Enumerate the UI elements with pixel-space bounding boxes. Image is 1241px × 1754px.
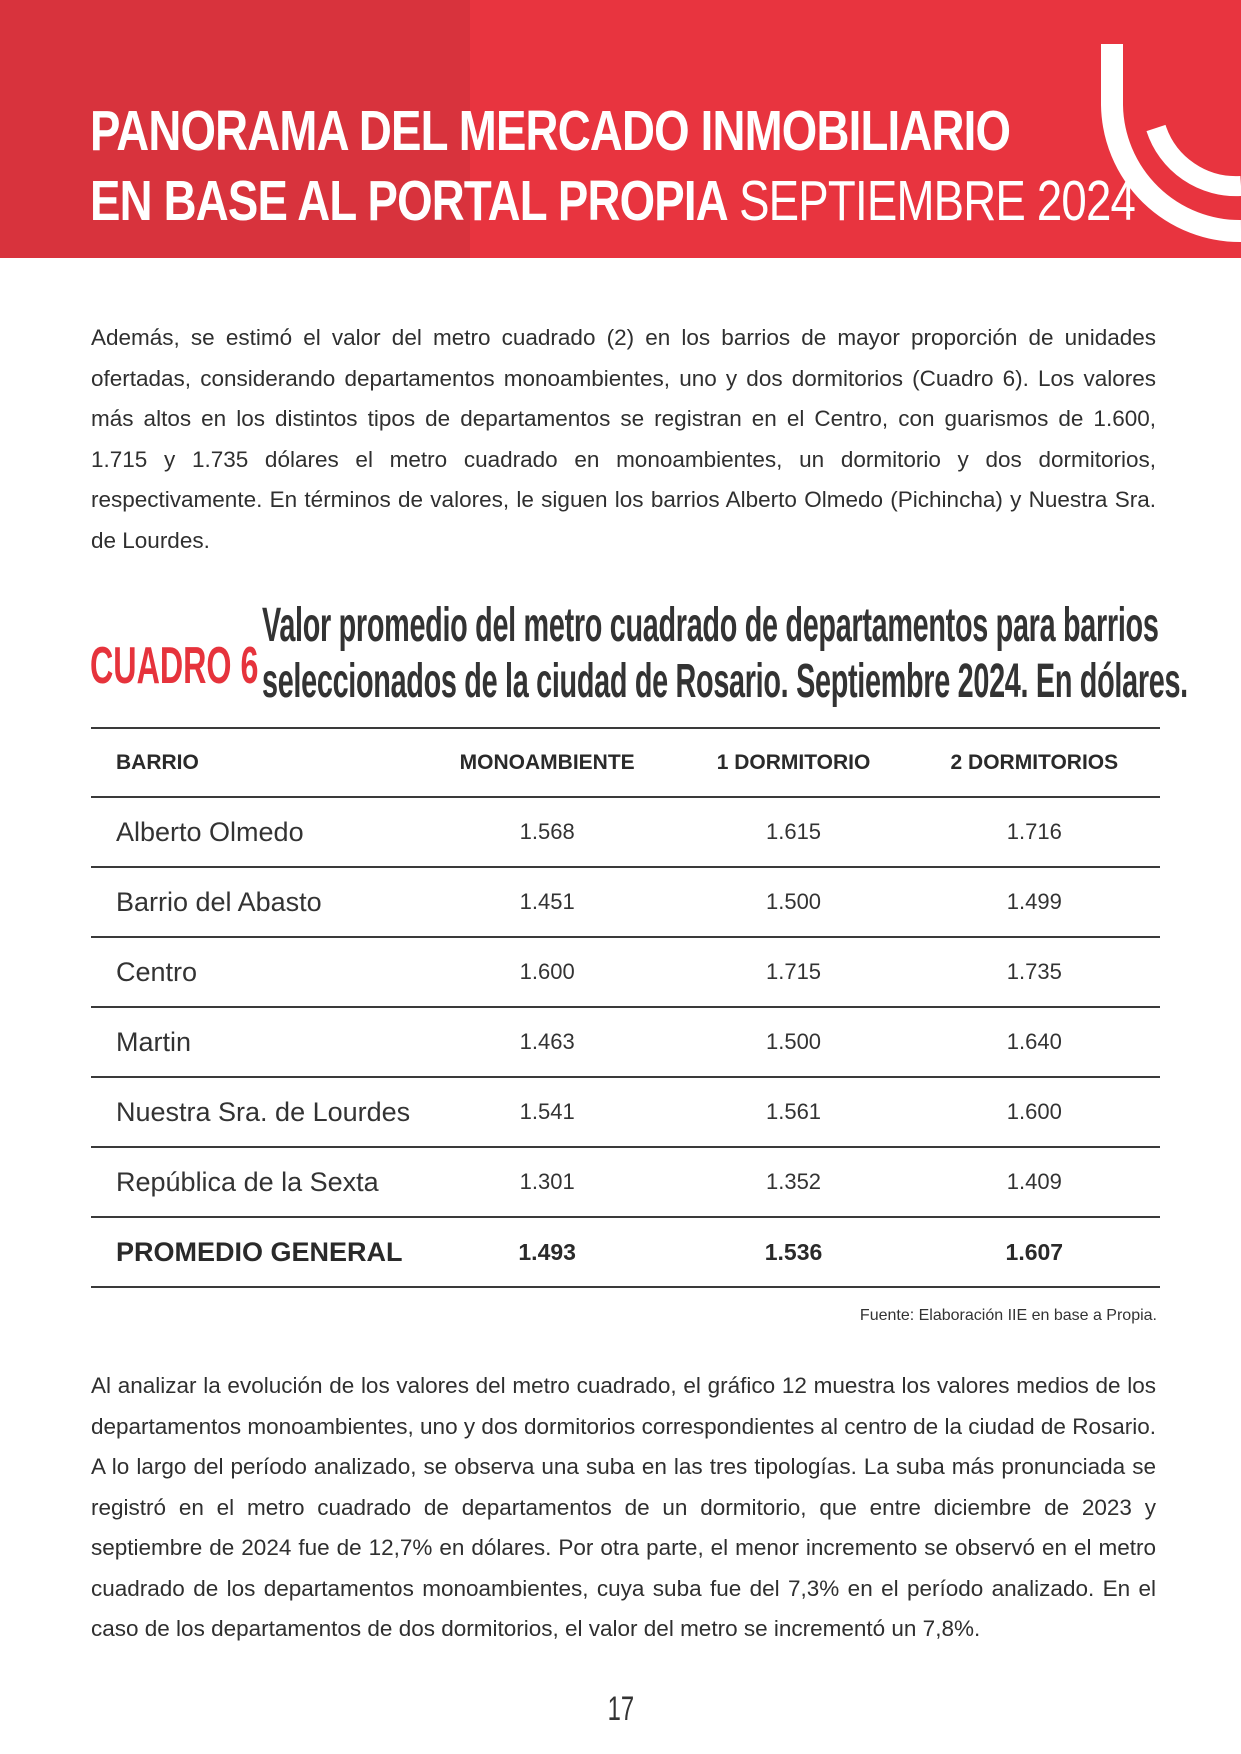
barrio-name: Centro bbox=[91, 937, 416, 1007]
page-number bbox=[0, 1690, 1241, 1729]
value-1-dormitorio: 1.352 bbox=[678, 1147, 908, 1217]
table-header-row bbox=[91, 728, 1160, 797]
barrio-name: Alberto Olmedo bbox=[91, 797, 416, 867]
value-1-dormitorio: 1.561 bbox=[678, 1077, 908, 1147]
analysis-paragraph: Al analizar la evolución de los valores del metro cuadrado, el gráfico 12 muestra los valores medios de los departamentos monoambientes, uno y dos dormitorios correspondientes al centro de la ciudad de Rosario. A lo largo del período analizado, se observa una suba en las tres tipologías. La suba más pronunciada se registró en el metro cuadrado de departamentos de un dormitorio, que entre diciembre de 2023 y septiembre de 2024 fue de 12,7% en dólares. Por otra parte, el menor incremento se observó en el metro cuadrado de los departamentos monoambientes, cuya suba fue del 7,3% en el período analizado. En el caso de los departamentos de dos dormitorios, el valor del metro se incrementó un 7,8%. bbox=[91, 1373, 1156, 1641]
report-title-line1: PANORAMA DEL MERCADO INMOBILIARIO bbox=[90, 99, 1011, 163]
value-2-dormitorios: 1.640 bbox=[909, 1007, 1160, 1077]
value-monoambiente: 1.541 bbox=[416, 1077, 678, 1147]
total-label: PROMEDIO GENERAL bbox=[91, 1217, 416, 1287]
value-2-dormitorios: 1.600 bbox=[909, 1077, 1160, 1147]
table-row bbox=[91, 1147, 1160, 1217]
barrio-name: Barrio del Abasto bbox=[91, 867, 416, 937]
total-1-dormitorio: 1.536 bbox=[678, 1217, 908, 1287]
table-title-line2: seleccionados de la ciudad de Rosario. Septiembre 2024. En dólares. bbox=[262, 655, 1188, 708]
table-label: CUADRO 6 bbox=[90, 637, 259, 695]
report-title bbox=[90, 96, 1135, 236]
header-2-dormitorios: 2 DORMITORIOS bbox=[909, 728, 1160, 797]
value-monoambiente: 1.451 bbox=[416, 867, 678, 937]
table-total-row bbox=[91, 1217, 1160, 1287]
header-monoambiente: MONOAMBIENTE bbox=[416, 728, 678, 797]
report-title-line2: EN BASE AL PORTAL PROPIA bbox=[90, 169, 728, 233]
price-table bbox=[91, 727, 1160, 1288]
value-1-dormitorio: 1.500 bbox=[678, 1007, 908, 1077]
table-row bbox=[91, 1077, 1160, 1147]
table-title bbox=[262, 598, 1188, 710]
value-monoambiente: 1.301 bbox=[416, 1147, 678, 1217]
table-title-line1: Valor promedio del metro cuadrado de departamentos para barrios bbox=[262, 599, 1159, 652]
report-date: SEPTIEMBRE 2024 bbox=[739, 169, 1136, 233]
page-header bbox=[0, 0, 1241, 258]
value-1-dormitorio: 1.715 bbox=[678, 937, 908, 1007]
value-monoambiente: 1.600 bbox=[416, 937, 678, 1007]
table-source: Fuente: Elaboración IIE en base a Propia. bbox=[859, 1307, 1157, 1324]
value-monoambiente: 1.568 bbox=[416, 797, 678, 867]
value-2-dormitorios: 1.409 bbox=[909, 1147, 1160, 1217]
barrio-name: República de la Sexta bbox=[91, 1147, 416, 1217]
barrio-name: Nuestra Sra. de Lourdes bbox=[91, 1077, 416, 1147]
page-number-value: 17 bbox=[607, 1690, 634, 1728]
u-shape-logo-icon bbox=[1090, 10, 1241, 250]
value-2-dormitorios: 1.716 bbox=[909, 797, 1160, 867]
table-row bbox=[91, 867, 1160, 937]
value-monoambiente: 1.463 bbox=[416, 1007, 678, 1077]
value-1-dormitorio: 1.500 bbox=[678, 867, 908, 937]
table-row bbox=[91, 797, 1160, 867]
header-1-dormitorio: 1 DORMITORIO bbox=[678, 728, 908, 797]
barrio-name: Martin bbox=[91, 1007, 416, 1077]
table-row bbox=[91, 1007, 1160, 1077]
total-monoambiente: 1.493 bbox=[416, 1217, 678, 1287]
value-2-dormitorios: 1.499 bbox=[909, 867, 1160, 937]
table-row bbox=[91, 937, 1160, 1007]
value-1-dormitorio: 1.615 bbox=[678, 797, 908, 867]
value-2-dormitorios: 1.735 bbox=[909, 937, 1160, 1007]
header-barrio: BARRIO bbox=[91, 728, 416, 797]
intro-paragraph: Además, se estimó el valor del metro cuadrado (2) en los barrios de mayor proporción de unidades ofertadas, considerando departamentos monoambientes, uno y dos dormitorios (Cuadro 6). Los valores más altos en los distintos tipos de departamentos se registran en el Centro, con guarismos de 1.600, 1.715 y 1.735 dólares el metro cuadrado en monoambientes, un dormitorio y dos dormitorios, respectivamente. En términos de valores, le siguen los barrios Alberto Olmedo (Pichincha) y Nuestra Sra. de Lourdes. bbox=[91, 325, 1156, 553]
total-2-dormitorios: 1.607 bbox=[909, 1217, 1160, 1287]
